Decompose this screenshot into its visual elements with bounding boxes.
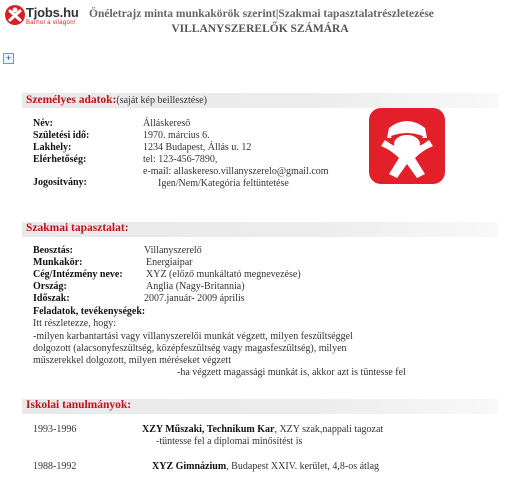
label-license: Jogosítvány: (33, 177, 87, 188)
value-email: e-mail: allaskereso.villanyszerelo@gmail.com (143, 166, 329, 177)
education-note: -tüntesse fel a diplomai minősítést is (156, 436, 303, 447)
avatar-figure-icon (369, 108, 445, 184)
education-school: XYZ Gimnázium (152, 461, 227, 472)
tasks-line: műszerekkel dolgozott, milyen méréseket végzett (33, 355, 231, 366)
value-phone: tel: 123-456-7890, (143, 154, 218, 165)
value-birth: 1970. március 6. (143, 130, 210, 141)
education-years: 1988-1992 (33, 461, 77, 472)
education-entry (152, 461, 379, 472)
label-period: Időszak: (33, 293, 70, 304)
header-title-line2: VILLANYSZERELŐK SZÁMÁRA (171, 23, 349, 35)
tasks-line: -ha végzett magassági munkát is, akkor azt is tüntesse fel (177, 367, 406, 378)
value-period: 2007.január- 2009 április (144, 293, 245, 304)
value-name: Álláskereső (143, 118, 191, 129)
value-position: Villanyszerelő (144, 245, 202, 256)
header-title-line1: Önéletrajz minta munkakörök szerint|Szakmai tapasztalatrészletezése (89, 8, 434, 20)
section-heading-experience: Szakmai tapasztalat: (26, 222, 129, 234)
value-country: Anglia (Nagy-Britannia) (146, 281, 245, 292)
tasks-line: dolgozott (alacsonyfeszültség, középfeszültség vagy magasfeszültség), milyen (33, 343, 347, 354)
education-entry (142, 424, 383, 435)
label-contact: Elérhetőség: (33, 154, 87, 165)
value-license: Igen/Nem/Kategória feltüntetése (158, 178, 289, 189)
label-name: Név: (33, 118, 53, 129)
education-years: 1993-1996 (33, 424, 77, 435)
label-company: Cég/Intézmény neve: (33, 269, 123, 280)
logo-tagline: Barhol a vilagon! (26, 20, 76, 26)
education-detail: , Budapest XXIV. kerület, 4,8-os átlag (226, 461, 380, 472)
value-residence: 1234 Budapest, Állás u. 12 (143, 142, 252, 153)
personal-heading: Személyes adatok: (26, 94, 117, 106)
education-detail: , XZY szak,nappali tagozat (274, 424, 384, 435)
label-birth: Születési idő: (33, 130, 90, 141)
tasks-line: Itt részletezze, hogy: (33, 318, 117, 329)
label-position: Beosztás: (33, 245, 73, 256)
label-job: Munkakör: (33, 257, 83, 268)
personal-heading-note: (saját kép beillesztése) (116, 95, 207, 106)
label-residence: Lakhely: (33, 142, 72, 153)
label-tasks: Feladatok, tevékenységek: (33, 306, 146, 317)
tasks-line: -milyen karbantartási vagy villanyszerelői munkát végzett, milyen feszültséggel (33, 331, 353, 342)
section-heading-education: Iskolai tanulmányok: (26, 399, 132, 411)
value-job: Energiaipar (146, 257, 193, 268)
value-company: XYZ (előző munkáltató megnevezése) (146, 269, 301, 280)
education-school: XZY Műszaki, Technikum Kar (142, 424, 275, 435)
logo-text: Tjobs.hu (26, 5, 79, 20)
label-country: Ország: (33, 281, 67, 292)
expand-icon[interactable]: + (3, 53, 14, 64)
profile-photo (369, 108, 445, 184)
section-heading-personal (26, 94, 207, 106)
